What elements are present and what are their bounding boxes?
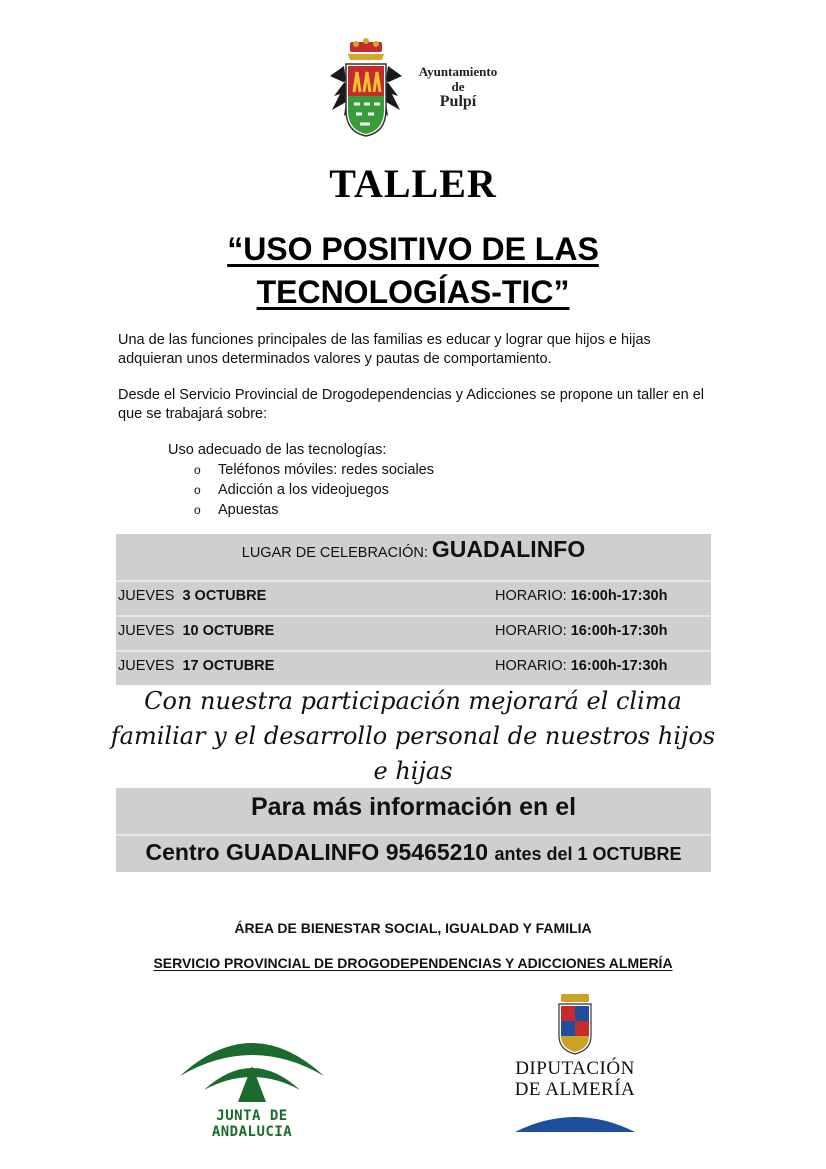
venue-row (116, 534, 711, 580)
table-row (116, 650, 711, 685)
diputacion-almeria-logo (505, 992, 645, 1132)
schedule-table (116, 534, 711, 685)
session-date: JUEVES 17 OCTUBRE (118, 658, 275, 674)
diputacion-crest-icon (505, 992, 645, 1056)
table-row (116, 580, 711, 615)
junta-andalucia-logo (172, 1020, 332, 1140)
list-item: o Apuestas (194, 500, 434, 520)
session-date: JUEVES 10 OCTUBRE (118, 623, 275, 639)
info-heading: Para más información en el (250, 793, 577, 821)
topics-block (168, 440, 434, 520)
topics-heading: Uso adecuado de las tecnologías: (168, 442, 387, 458)
service-name: SERVICIO PROVINCIAL DE DROGODEPENDENCIAS Y ADICCIONES ALMERÍA (153, 955, 673, 971)
diputacion-arc-icon (505, 1106, 645, 1132)
session-hour: HORARIO: 16:00h-17:30h (495, 588, 668, 604)
topics-list (168, 460, 434, 520)
session-hour: HORARIO: 16:00h-17:30h (495, 623, 668, 639)
coat-of-arms-icon (326, 36, 406, 140)
session-hour: HORARIO: 16:00h-17:30h (495, 658, 668, 674)
junta-andalucia-label: JUNTA DE ANDALUCIA (211, 1108, 293, 1140)
motto-quote: Con nuestra participación mejorará el clima familiar y el desarrollo personal de nuestros hijos e hijas (110, 687, 716, 785)
ayuntamiento-name: Ayuntamiento de Pulpí (418, 64, 498, 110)
area-name: ÁREA DE BIENESTAR SOCIAL, IGUALDAD Y FAMILIA (234, 920, 592, 936)
list-item: o Teléfonos móviles: redes sociales (194, 460, 434, 480)
diputacion-almeria-label: DIPUTACIÓN DE ALMERÍA (514, 1058, 636, 1100)
table-row (116, 615, 711, 650)
workshop-title-line2: TECNOLOGÍAS-TIC” (256, 274, 570, 310)
info-box (116, 788, 711, 872)
workshop-title (0, 228, 826, 314)
junta-arch-icon (172, 1020, 332, 1106)
workshop-title-line1: “USO POSITIVO DE LAS (227, 231, 599, 267)
ayuntamiento-logo (326, 36, 502, 140)
list-item: o Adicción a los videojuegos (194, 480, 434, 500)
session-date: JUEVES 3 OCTUBRE (118, 588, 267, 604)
intro-paragraph: Una de las funciones principales de las familias es educar y lograr que hijos e hijas adquieran unos determinados valores y pautas de comportamiento. (118, 332, 651, 367)
venue-value: GUADALINFO (431, 536, 586, 562)
info-contact: Centro GUADALINFO 95465210 antes del 1 OCTUBRE (116, 834, 711, 872)
proposal-paragraph: Desde el Servicio Provincial de Drogodependencias y Adicciones se propone un taller en el que se trabajará sobre: (118, 387, 704, 422)
venue-label: LUGAR DE CELEBRACIÓN: (241, 545, 432, 561)
taller-title: TALLER (329, 161, 497, 206)
